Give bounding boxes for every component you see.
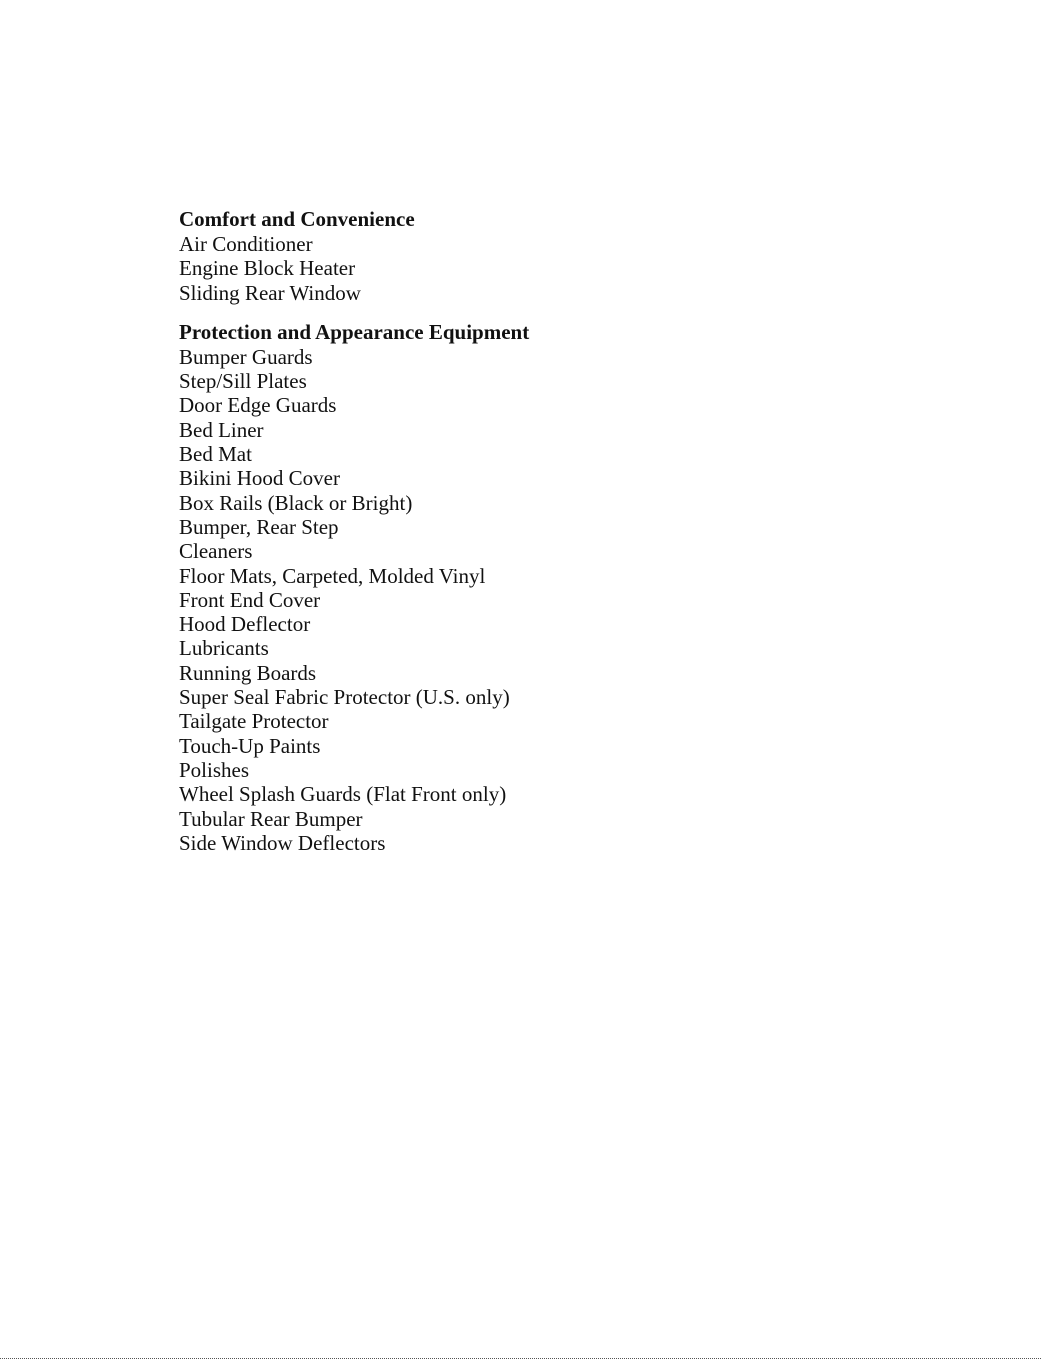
list-item: Side Window Deflectors bbox=[179, 830, 386, 855]
list-item: Cleaners bbox=[179, 539, 253, 564]
list-item: Floor Mats, Carpeted, Molded Vinyl bbox=[179, 563, 486, 588]
list-item: Lubricants bbox=[179, 636, 269, 661]
list-item: Polishes bbox=[179, 757, 250, 782]
section-protection-appearance bbox=[179, 319, 879, 855]
list-item: Running Boards bbox=[179, 660, 317, 685]
list-item: Wheel Splash Guards (Flat Front only) bbox=[179, 782, 507, 807]
list-item: Air Conditioner bbox=[179, 232, 313, 256]
section-comfort-convenience bbox=[179, 206, 879, 305]
list-item: Bed Mat bbox=[179, 442, 252, 467]
list-item: Step/Sill Plates bbox=[179, 369, 307, 394]
list-item: Door Edge Guards bbox=[179, 393, 337, 418]
item-list bbox=[179, 232, 879, 305]
list-item: Bumper Guards bbox=[179, 344, 313, 369]
item-list bbox=[179, 345, 879, 855]
list-item: Super Seal Fabric Protector (U.S. only) bbox=[179, 685, 510, 710]
section-heading: Comfort and Convenience bbox=[179, 207, 415, 231]
section-heading: Protection and Appearance Equipment bbox=[179, 319, 530, 344]
list-item: Touch-Up Paints bbox=[179, 733, 321, 758]
list-item: Bed Liner bbox=[179, 417, 264, 442]
page-bottom-rule bbox=[0, 1358, 1041, 1359]
list-item: Tailgate Protector bbox=[179, 709, 329, 734]
list-item: Sliding Rear Window bbox=[179, 280, 361, 305]
list-item: Front End Cover bbox=[179, 587, 321, 612]
list-item: Tubular Rear Bumper bbox=[179, 806, 363, 831]
list-item: Engine Block Heater bbox=[179, 256, 356, 281]
list-item: Bikini Hood Cover bbox=[179, 466, 340, 491]
list-item: Box Rails (Black or Bright) bbox=[179, 490, 413, 515]
page-content bbox=[179, 206, 879, 855]
list-item: Hood Deflector bbox=[179, 612, 311, 637]
list-item: Bumper, Rear Step bbox=[179, 514, 339, 539]
